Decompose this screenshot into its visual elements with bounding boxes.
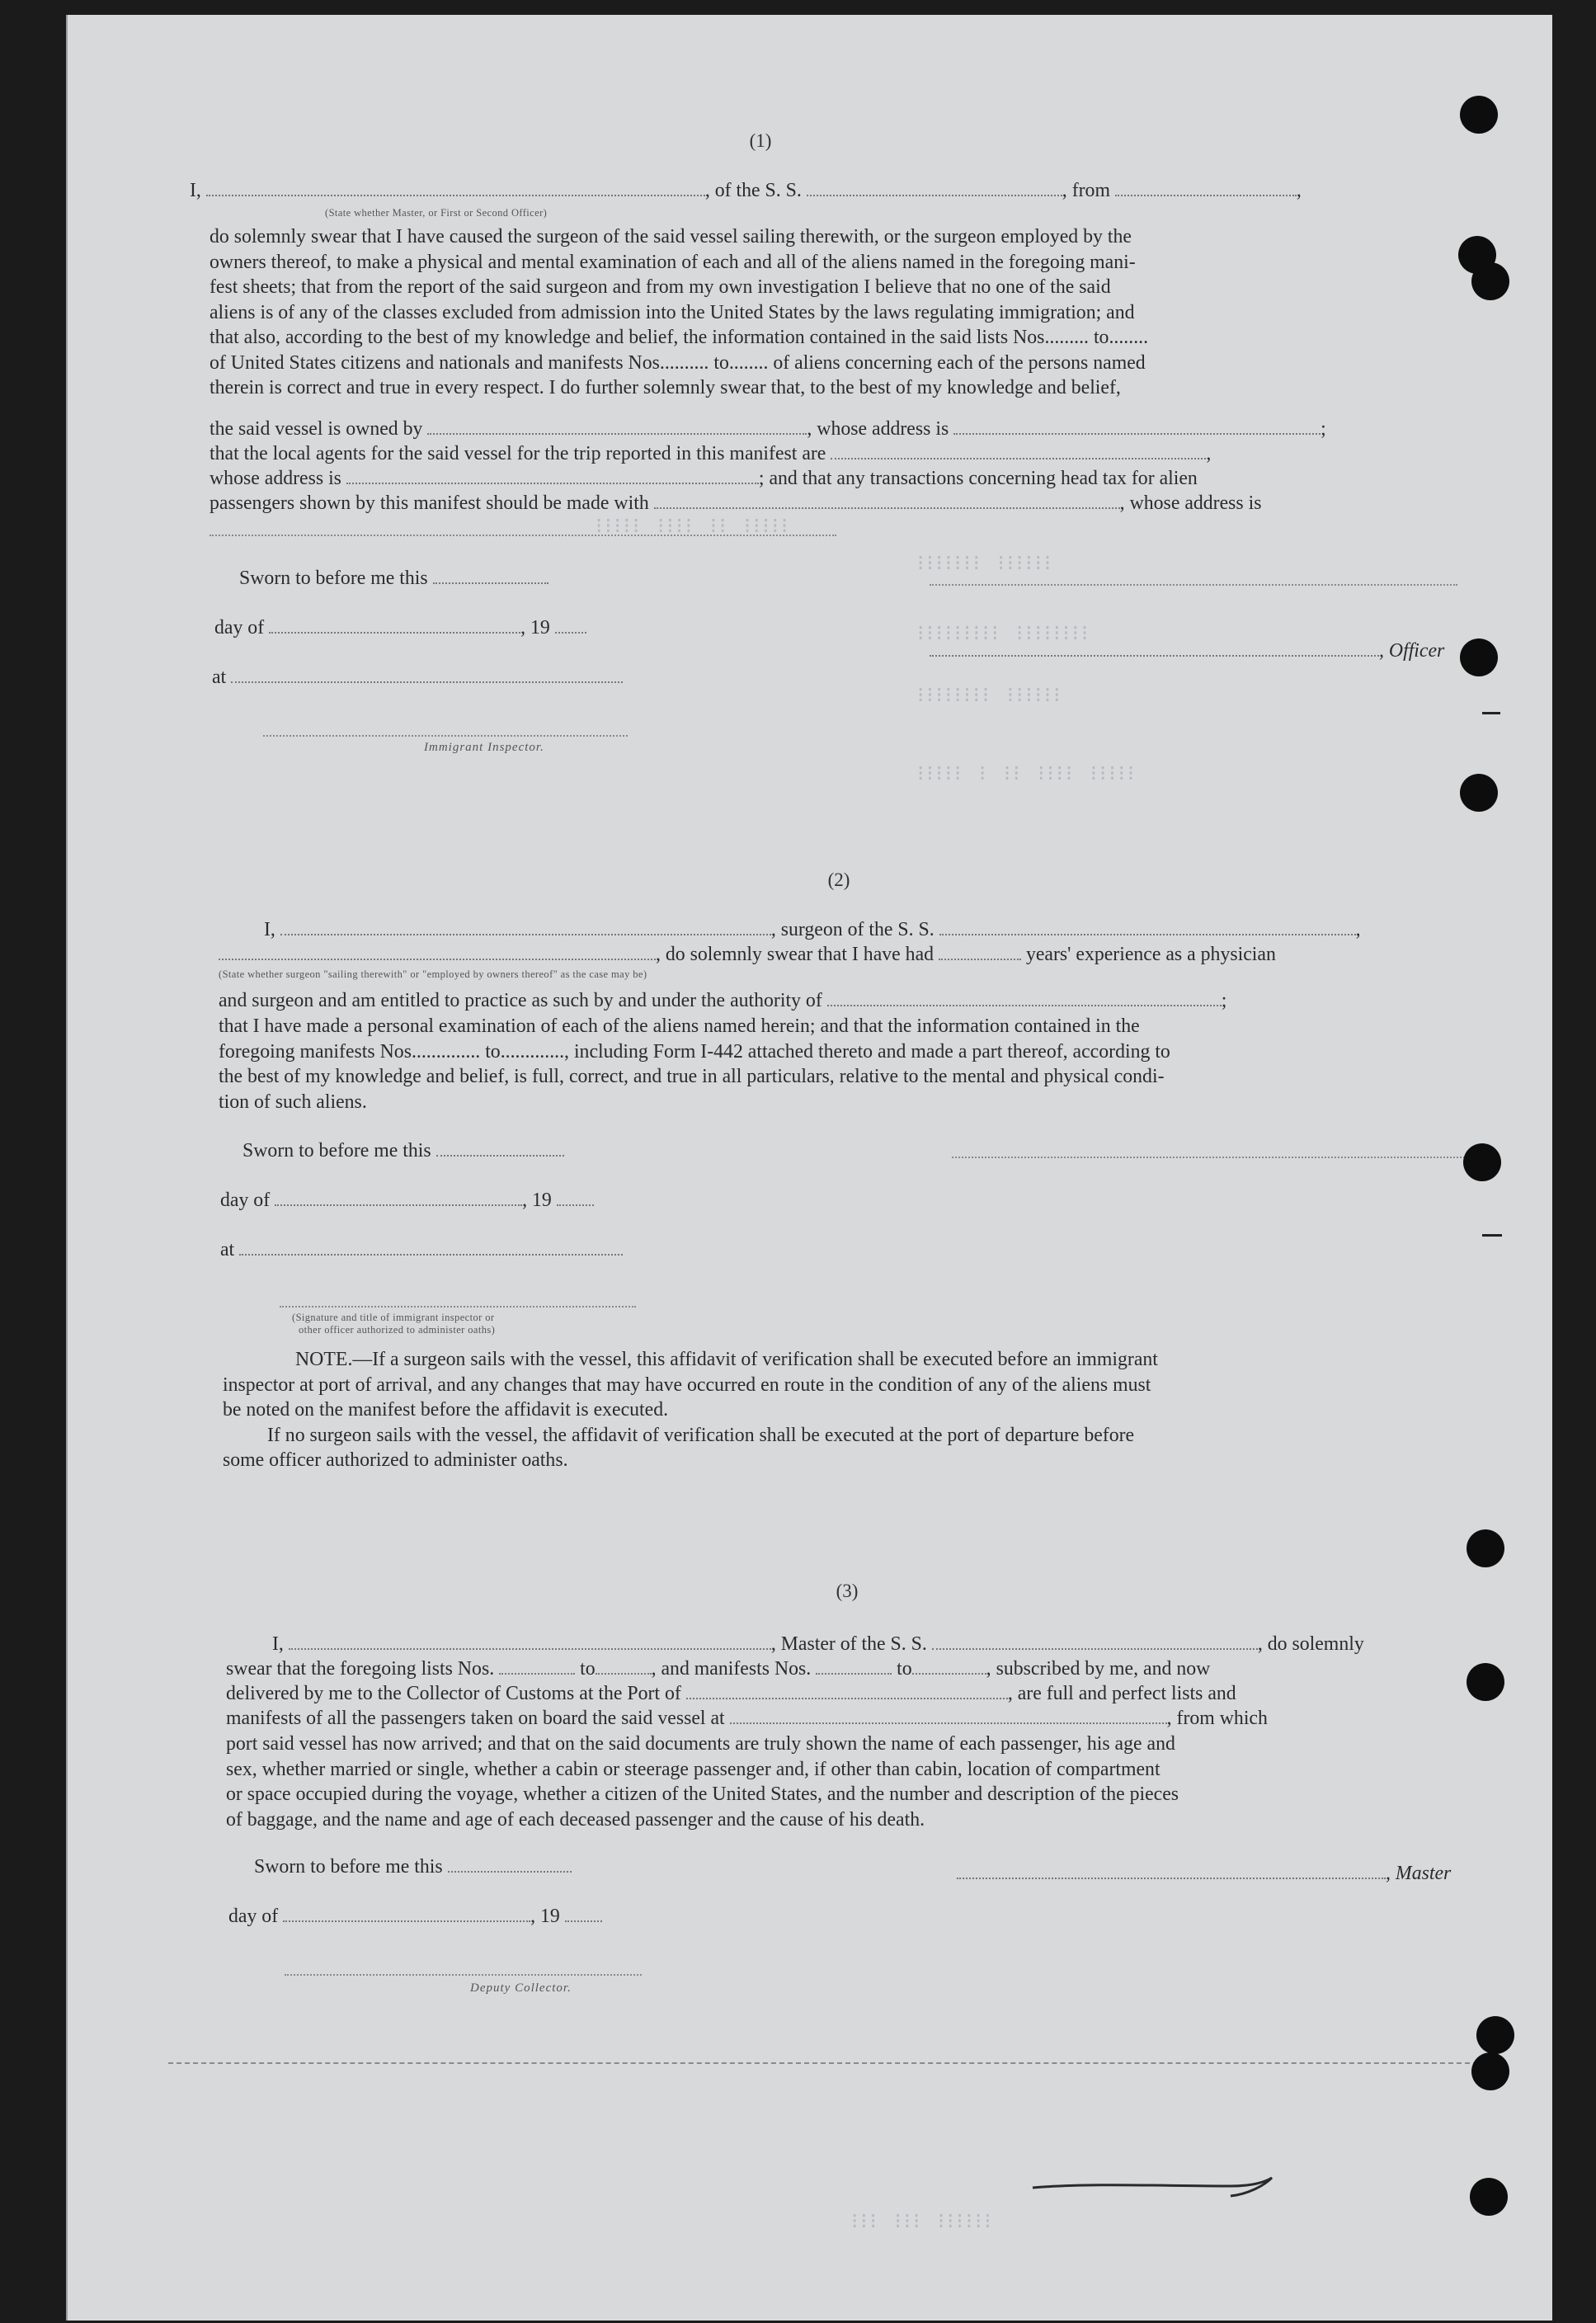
deputy-collector-caption: Deputy Collector. — [470, 1981, 572, 1995]
manifests-to-blank[interactable] — [912, 1658, 986, 1675]
bleed-through-text: ⁝⁝⁝ ⁝⁝⁝ ⁝⁝⁝⁝⁝⁝ — [851, 2209, 994, 2234]
section-3-oath-line: I, , Master of the S. S. , do solemnly — [272, 1633, 1364, 1655]
sworn-line-2: Sworn to before me this — [242, 1140, 564, 1162]
signature-caption-1: (Signature and title of immigrant inspector or — [292, 1312, 495, 1323]
manifests-from-blank[interactable] — [816, 1658, 892, 1675]
at-line-2: at — [220, 1239, 623, 1261]
port-blank[interactable] — [686, 1683, 1008, 1699]
lists-line: swear that the foregoing lists Nos. to , and manifests Nos. to , subscribed by me, and now — [226, 1658, 1211, 1680]
section-2-number: (2) — [827, 869, 850, 890]
punch-hole — [1467, 1663, 1504, 1701]
section-2-oath-line: I, , surgeon of the S. S. , — [264, 919, 1361, 940]
punch-hole — [1460, 96, 1498, 134]
signature-caption-2: other officer authorized to administer oaths) — [299, 1324, 496, 1336]
owned-by-line: the said vessel is owned by , whose address is ; — [210, 418, 1326, 440]
lists-from-blank[interactable] — [499, 1658, 575, 1675]
bleed-through-text: ⁝⁝⁝⁝⁝ ⁝ ⁝⁝ ⁝⁝⁝⁝ ⁝⁝⁝⁝⁝ — [917, 761, 1137, 786]
from-port-blank[interactable] — [1115, 180, 1297, 196]
punch-hole — [1471, 262, 1509, 300]
officer-signature-line-top[interactable] — [930, 584, 1457, 586]
master-signature-line: , Master — [957, 1863, 1451, 1885]
day-of-line-2: day of , 19 — [220, 1190, 594, 1212]
section-1-body: do solemnly swear that I have caused the surgeon of the said vessel sailing therewith, or the surgeon employed by the owners thereof, to make a physical and mental examination of each and all of the aliens named in the foregoing mani- fest sheets; that from the report of the said surgeon and from my own investigation I believe that no one of the said aliens is of any of the classes excluded from admission into the United States by the laws regulating immigration; and that also, according to the best of my knowledge and belief, the information contained in the said lists Nos......... to........ of United States citizens and nationals and manifests Nos.......... to........ of aliens concerning each of the persons named therein is correct and true in every respect. I do further solemnly swear that, to the best of my knowledge and belief, — [210, 226, 1149, 398]
authority-line: and surgeon and am entitled to practice as such by and under the authority of ; — [219, 990, 1227, 1011]
years-experience-blank[interactable] — [939, 944, 1021, 960]
surgeon-name-blank[interactable] — [280, 919, 771, 935]
year-blank-1[interactable] — [555, 617, 586, 634]
punch-hole — [1470, 2178, 1508, 2216]
punch-hole — [1467, 1529, 1504, 1567]
lists-to-blank[interactable] — [596, 1658, 652, 1675]
bleed-through-text: ⁝⁝⁝⁝⁝⁝⁝ ⁝⁝⁝⁝⁝⁝ — [917, 551, 1054, 576]
caption-state-master: (State whether Master, or First or Second Officer) — [325, 207, 548, 219]
section-3-number: (3) — [836, 1581, 859, 1601]
sworn-date-blank-3[interactable] — [448, 1856, 572, 1873]
agents-address-blank[interactable] — [346, 468, 759, 484]
punch-hole — [1460, 638, 1498, 676]
officer-name-blank[interactable] — [206, 180, 705, 196]
sworn-date-blank-2[interactable] — [436, 1140, 564, 1157]
head-tax-address-blank[interactable] — [210, 535, 836, 536]
vessel-name-blank[interactable] — [807, 180, 1062, 196]
punch-hole — [1460, 774, 1498, 812]
margin-tick — [1482, 712, 1500, 714]
master-vessel-blank[interactable] — [932, 1633, 1258, 1650]
inspector-signature-line[interactable] — [263, 735, 628, 737]
label-i: I, — [190, 180, 201, 201]
day-of-line-1: day of , 19 — [214, 617, 586, 639]
agents-blank[interactable] — [831, 443, 1206, 459]
authorized-officer-signature-line[interactable] — [280, 1306, 636, 1308]
surgeon-signature-line[interactable] — [952, 1157, 1465, 1158]
taken-on-board-line: manifests of all the passengers taken on board the said vessel at , from which — [226, 1708, 1268, 1729]
sworn-line-3: Sworn to before me this — [254, 1856, 572, 1878]
deputy-collector-signature-line[interactable] — [285, 1974, 642, 1976]
immigrant-inspector-caption: Immigrant Inspector. — [424, 741, 544, 754]
local-agents-line: that the local agents for the said vessel for the trip reported in this manifest are , — [210, 443, 1212, 464]
day-of-blank-1[interactable] — [269, 617, 520, 634]
margin-tick — [1482, 1234, 1502, 1237]
sworn-date-blank-1[interactable] — [433, 568, 548, 584]
label-of-ss: , of the S. S. — [704, 180, 802, 201]
surgeon-experience-line: , do solemnly swear that I have had years' experience as a physician — [219, 944, 1276, 966]
bottom-divider — [168, 2062, 1478, 2064]
sworn-line-1: Sworn to before me this — [239, 568, 548, 590]
section-3-body: port said vessel has now arrived; and that on the said documents are truly shown the name of each passenger, his age and sex, whether married or single, whether a cabin or steerage passenger and, if other than cabin, location of compartment or space occupied during the voyage, whether a citizen of the United States, and the number and description of the pieces of baggage, and the name and age of each deceased passenger and the cause of his death. — [226, 1733, 1179, 1831]
punch-hole — [1463, 1143, 1501, 1181]
head-tax-contact-blank[interactable] — [654, 492, 1120, 509]
note-paragraph: NOTE.—If a surgeon sails with the vessel, this affidavit of verification shall be executed before an immigrant inspector at port of arrival, and any changes that may have occurred en route in the condition of any of the aliens must be noted on the manifest before the affidavit is executed. If no surgeon sails with the vessel, the affidavit of verification shall be executed at the port of departure before some officer authorized to administer oaths. — [223, 1349, 1158, 1471]
collector-port-line: delivered by me to the Collector of Customs at the Port of , are full and perfect lists and — [226, 1683, 1236, 1704]
year-blank-2[interactable] — [557, 1190, 594, 1206]
master-name-blank[interactable] — [289, 1633, 771, 1650]
owner-blank[interactable] — [427, 418, 807, 435]
bleed-through-text: ⁝⁝⁝⁝⁝⁝⁝⁝ ⁝⁝⁝⁝⁝⁝ — [917, 683, 1063, 708]
day-of-line-3: day of , 19 — [228, 1906, 602, 1928]
whose-address-line: whose address is ; and that any transactions concerning head tax for alien — [210, 468, 1198, 489]
head-tax-line: passengers shown by this manifest should be made with , whose address is — [210, 492, 1262, 514]
at-line-1: at — [212, 667, 623, 689]
punch-hole — [1471, 2052, 1509, 2090]
officer-signature-line: , Officer — [930, 640, 1444, 662]
surgeon-type-blank[interactable] — [219, 944, 656, 960]
handwritten-mark — [1024, 2168, 1288, 2201]
punch-hole — [1476, 2016, 1514, 2054]
boarding-port-blank[interactable] — [730, 1708, 1167, 1724]
label-from: , from — [1062, 180, 1110, 201]
surgeon-vessel-blank[interactable] — [939, 919, 1356, 935]
day-of-blank-3[interactable] — [283, 1906, 530, 1922]
authority-blank[interactable] — [827, 990, 1222, 1006]
owner-address-blank[interactable] — [953, 418, 1321, 435]
section-1-oath-line: I, , of the S. S. , from , — [190, 180, 1302, 201]
section-2-body: that I have made a personal examination of each of the aliens named herein; and that the information contained in the foregoing manifests Nos.............. to............., including Form I-442 attached thereto and made a part thereof, according to the best of my knowledge and belief, is full, correct, and true in all particulars, relative to the mental and physical condi- tion of such aliens. — [219, 1015, 1170, 1113]
year-blank-3[interactable] — [565, 1906, 602, 1922]
caption-surgeon-type: (State whether surgeon "sailing therewith" or "employed by owners thereof" as the case may be) — [219, 968, 647, 980]
manifest-verification-page — [66, 15, 1552, 2321]
bleed-through-text: ⁝⁝⁝⁝⁝ ⁝⁝⁝⁝ ⁝⁝ ⁝⁝⁝⁝⁝ — [596, 514, 791, 539]
at-place-blank-2[interactable] — [239, 1239, 623, 1256]
at-place-blank-1[interactable] — [231, 667, 623, 683]
note-label: NOTE. — [295, 1349, 353, 1370]
bleed-through-text: ⁝⁝⁝⁝⁝⁝⁝⁝⁝ ⁝⁝⁝⁝⁝⁝⁝⁝ — [917, 621, 1091, 646]
master-signature-blank[interactable] — [957, 1863, 1386, 1879]
section-1-number: (1) — [749, 130, 772, 151]
officer-signature-blank[interactable] — [930, 640, 1379, 657]
day-of-blank-2[interactable] — [275, 1190, 522, 1206]
